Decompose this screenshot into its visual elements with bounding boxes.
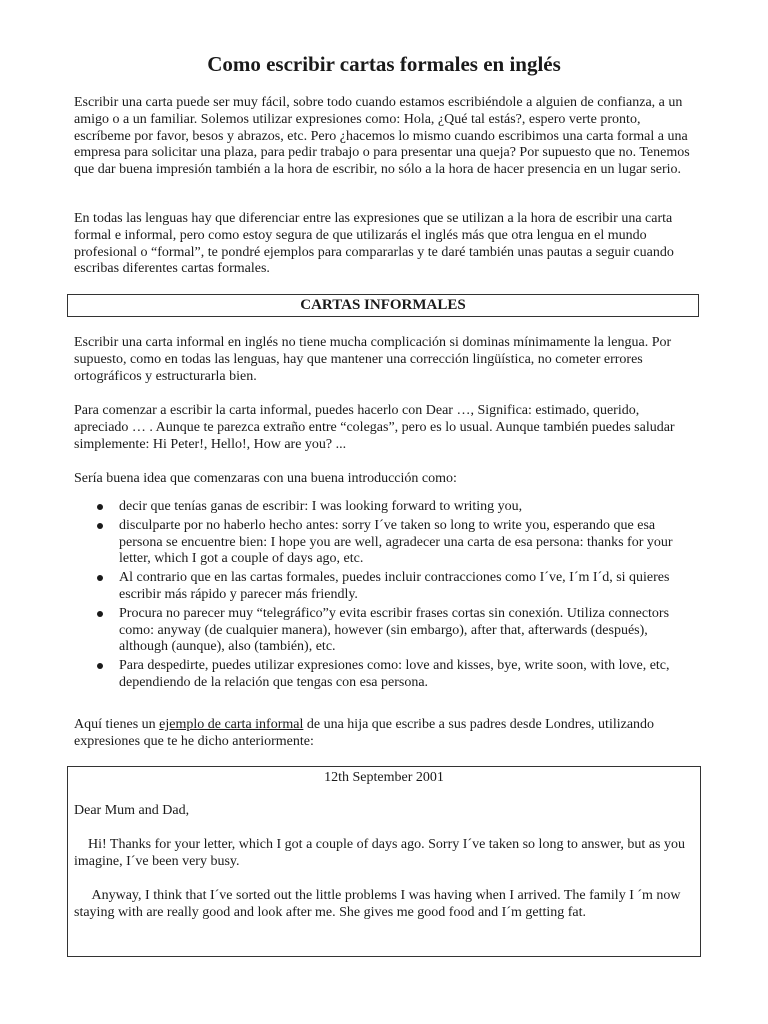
list-item-text: Al contrario que en las cartas formales, puedes incluir contracciones como I´ve, I´m I´d, si quieres escribir más rápido y parecer más friendly. xyxy=(119,570,670,602)
bullet-icon xyxy=(97,663,103,669)
list-item xyxy=(74,570,694,604)
example-intro-paragraph xyxy=(74,717,692,751)
list-item-text: Procura no parecer muy “telegráfico”y evita escribir frases cortas sin conexión. Utiliza connectors como: anyway (de cualquier manera), however (sin embargo), after that, afterwards (después), although (aunque), also (también), etc. xyxy=(119,605,670,655)
bullet-icon xyxy=(97,504,103,510)
section-paragraph-1: Escribir una carta informal en inglés no tiene mucha complicación si dominas mínimamente la lengua. Por supuesto, como en todas las lenguas, hay que mantener una corrección lingüística, no cometer errores ortográficos y estructurarla bien. xyxy=(74,335,672,384)
list-item xyxy=(74,518,694,568)
letter-paragraph-2-text: Anyway, I think that I´ve sorted out the little problems I was having when I arrived. The family I ´m now staying with are really good and look after me. She gives me good food and I´m getting fat. xyxy=(74,888,681,920)
list-item xyxy=(74,606,694,656)
letter-paragraph-1 xyxy=(74,837,694,871)
list-item xyxy=(74,499,694,516)
example-letter-link[interactable]: ejemplo de carta informal xyxy=(159,717,304,732)
letter-date: 12th September 2001 xyxy=(324,770,444,785)
section-paragraph-2: Para comenzar a escribir la carta informal, puedes hacerlo con Dear …, Significa: estimado, querido, apreciado … . Aunque te parezca extraño entre “colegas”, pero es lo usual. Aunque también puedes saludar simplemente: Hi Peter!, Hello!, How are you? ... xyxy=(74,403,675,452)
intro-paragraph-2: En todas las lenguas hay que diferenciar entre las expresiones que se utilizan a la hora de escribir una carta formal e informal, pero como estoy segura de que utilizarás el inglés más que otra lengua en el mundo profesional o “formal”, te pondré ejemplos para compararlas y te daré también unas pautas a seguir cuando escribas diferentes cartas formales. xyxy=(74,211,674,277)
bullet-icon xyxy=(97,611,103,617)
intro-paragraph-1: Escribir una carta puede ser muy fácil, sobre todo cuando estamos escribiéndole a alguien de confianza, a un amigo o a un familiar. Solemos utilizar expresiones como: Hola, ¿Qué tal estás?, espero verte pronto, escríbeme por favor, besos y abrazos, etc. Pero ¿hacemos lo mismo cuando escribimos una carta formal a una empresa para solicitar una plaza, para pedir trabajo o para presentar una queja? Por supuesto que no. Tenemos que dar buena impresión también a la hora de escribir, no sólo a la hora de hacer presencia en un lugar serio. xyxy=(74,95,690,178)
list-item-text: decir que tenías ganas de escribir: I was looking forward to writing you, xyxy=(119,499,523,514)
letter-paragraph-2 xyxy=(74,888,694,922)
example-intro-text: Aquí tienes un xyxy=(74,717,160,732)
tips-list xyxy=(74,499,694,694)
example-letter-box xyxy=(67,766,701,957)
section-paragraph-3: Sería buena idea que comenzaras con una buena introducción como: xyxy=(74,471,457,486)
bullet-icon xyxy=(97,523,103,529)
list-item-text: disculparte por no haberlo hecho antes: sorry I´ve taken so long to write you, esperando que esa persona se encuentre bien: I hope you are well, agradecer una carta de esa persona: thanks for your letter, which I got a couple of days ago, etc. xyxy=(119,517,673,567)
letter-paragraph-1-text: Hi! Thanks for your letter, which I got a couple of days ago. Sorry I´ve taken so long to answer, but as you imagine, I´ve been very busy. xyxy=(74,837,685,869)
section-heading: CARTAS INFORMALES xyxy=(67,294,699,317)
bullet-icon xyxy=(97,575,103,581)
letter-greeting: Dear Mum and Dad, xyxy=(74,803,190,818)
example-intro-text-end: de una hija que escribe a sus padres desde Londres, utilizando expresiones que te he dicho anteriormente: xyxy=(74,717,655,749)
list-item xyxy=(74,658,694,692)
list-item-text: Para despedirte, puedes utilizar expresiones como: love and kisses, bye, write soon, with love, etc, dependiendo de la relación que tengas con esa persona. xyxy=(119,658,670,690)
page-title: Como escribir cartas formales en inglés xyxy=(207,52,561,76)
